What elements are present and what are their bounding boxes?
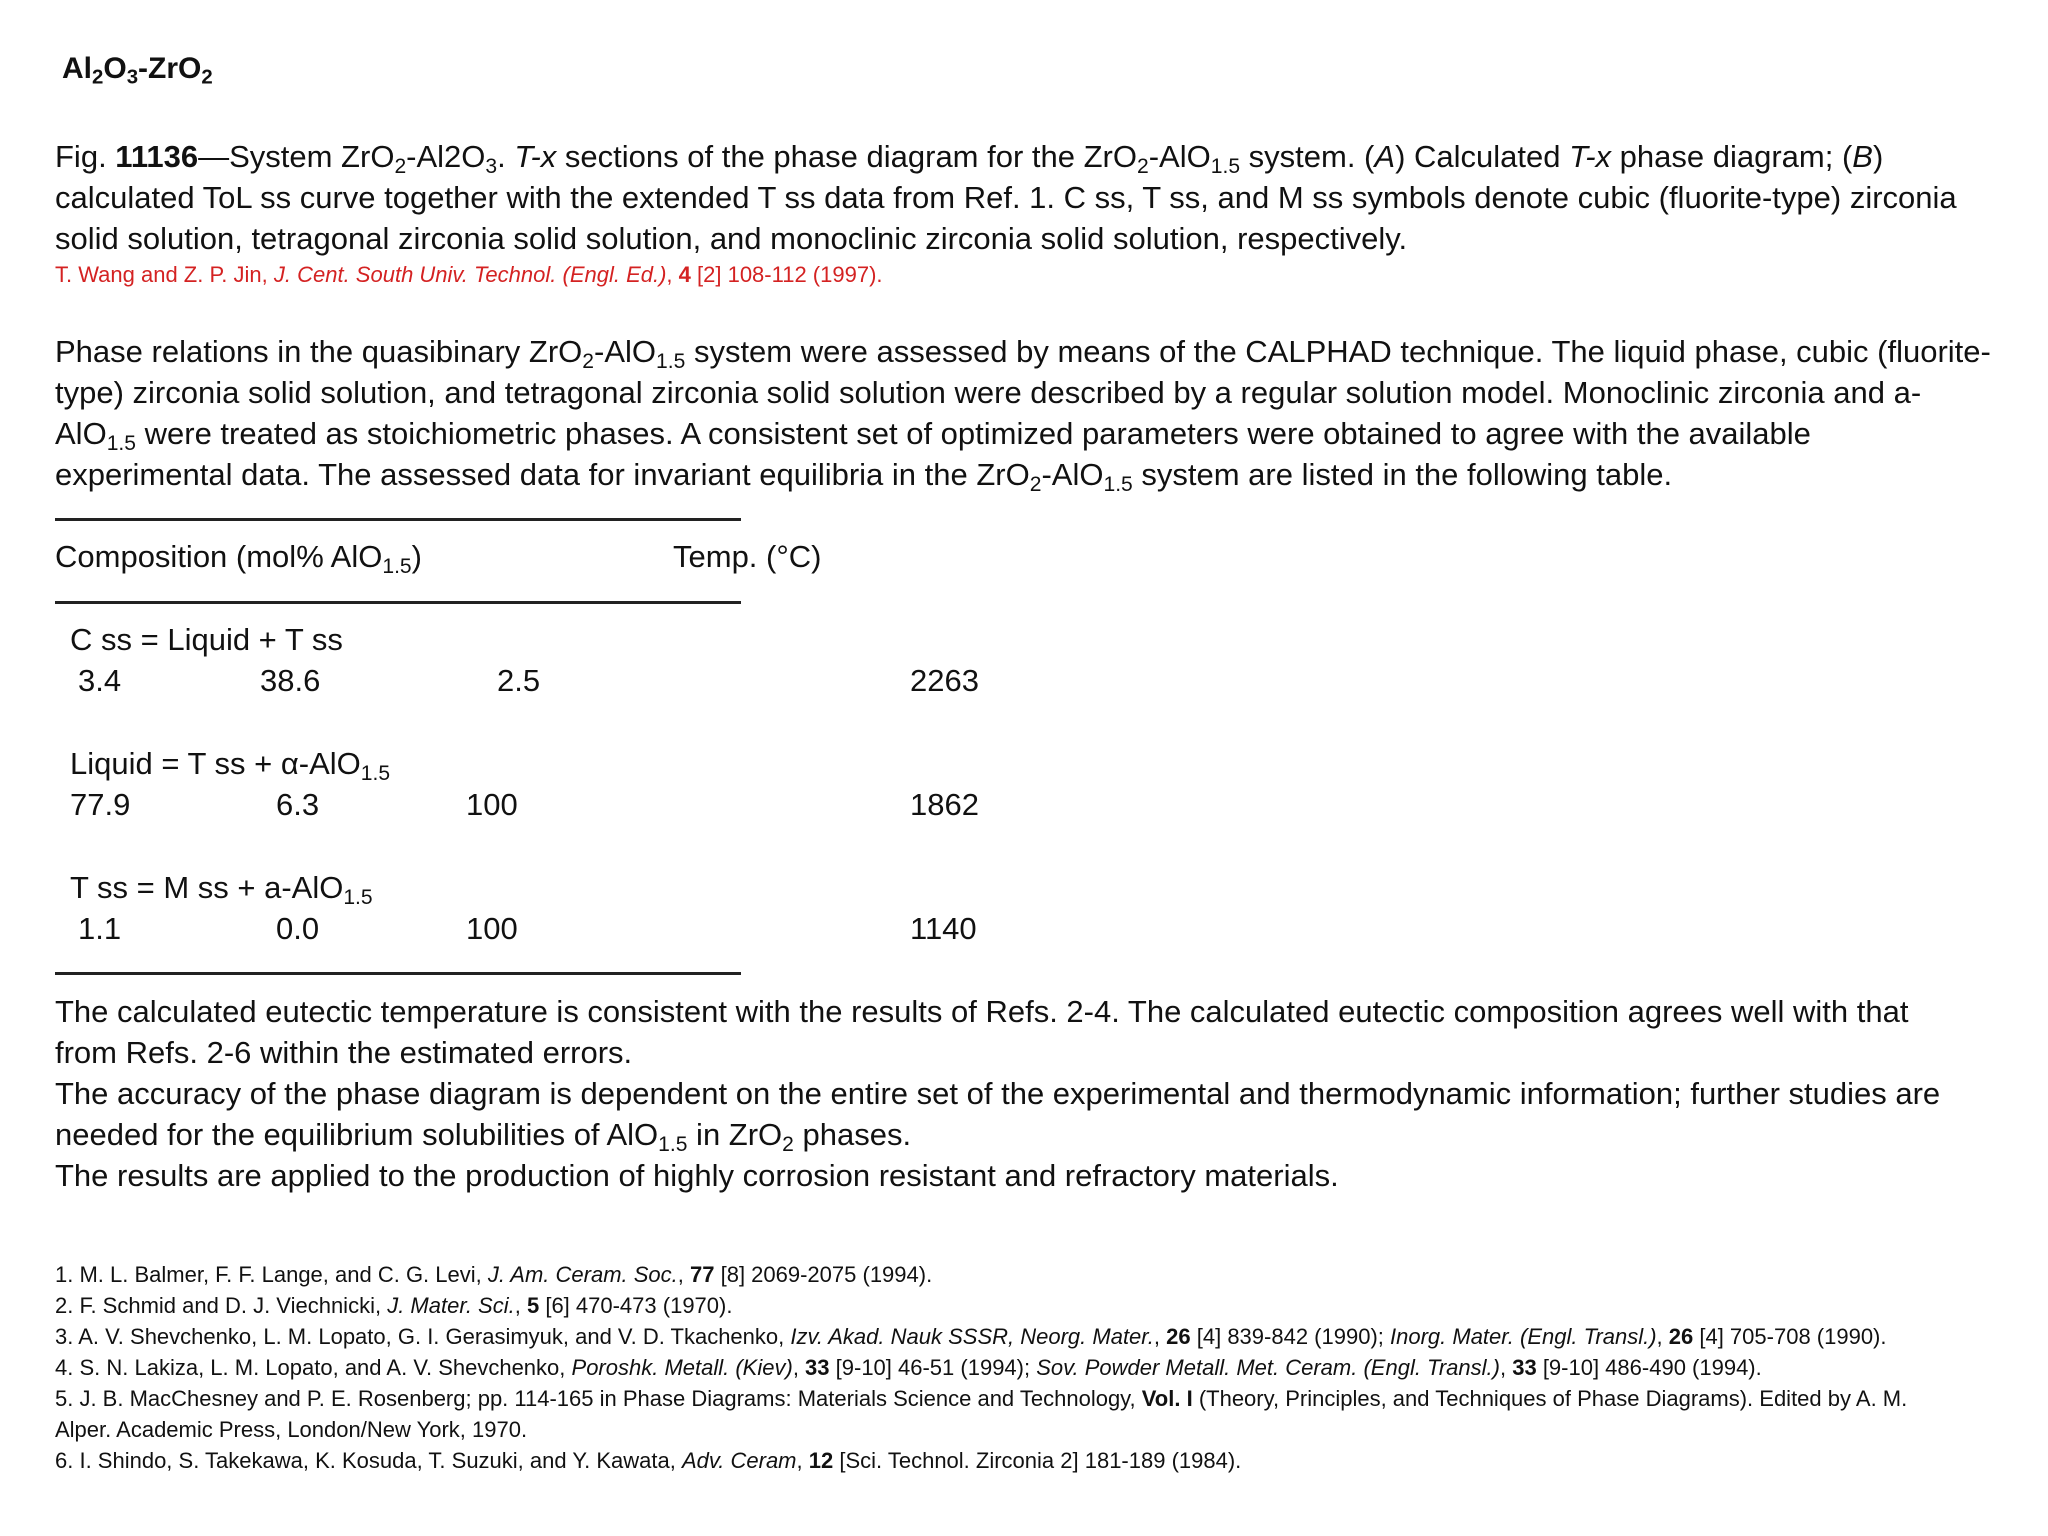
body-text: AlO bbox=[55, 416, 107, 451]
caption-line-3: solid solution, tetragonal zirconia solid solution, and monoclinic zirconia solid solution, respectively. bbox=[55, 221, 1408, 256]
closing-line-5: The results are applied to the production of highly corrosion resistant and refractory materials. bbox=[55, 1158, 1339, 1193]
reference-item bbox=[55, 1386, 1907, 1412]
ref-text: 1. M. L. Balmer, F. F. Lange, and C. G. Levi, bbox=[55, 1262, 488, 1287]
table-rule-mid bbox=[55, 601, 741, 604]
source-authors: T. Wang and Z. P. Jin, bbox=[55, 262, 274, 287]
body-line-3 bbox=[55, 416, 1811, 455]
ref-volume: 26 bbox=[1668, 1324, 1694, 1349]
ref-text: (Theory, Principles, and Techniques of Phase Diagrams). Edited by A. M. bbox=[1192, 1386, 1908, 1411]
ref-volume: Vol. I bbox=[1141, 1386, 1193, 1411]
ref-text: [6] 470-473 (1970). bbox=[539, 1293, 733, 1318]
ref-journal: Inorg. Mater. (Engl. Transl.) bbox=[1390, 1324, 1657, 1349]
composition-value: 6.3 bbox=[276, 787, 320, 822]
closing-line-2: from Refs. 2-6 within the estimated errors. bbox=[55, 1035, 633, 1070]
ref-journal: Izv. Akad. Nauk SSSR, Neorg. Mater. bbox=[790, 1324, 1154, 1349]
caption-text: . bbox=[497, 139, 515, 174]
body-text: system are listed in the following table. bbox=[1132, 457, 1673, 492]
caption-text: sections of the phase diagram for the ZrO bbox=[556, 139, 1137, 174]
body-sub: 1.5 bbox=[106, 431, 136, 455]
closing-sub: 2 bbox=[782, 1132, 794, 1156]
reference-item bbox=[55, 1448, 1241, 1474]
body-text: system were assessed by means of the CALPHAD technique. The liquid phase, cubic (fluorite- bbox=[685, 334, 1991, 369]
closing-line-1: The calculated eutectic temperature is consistent with the results of Refs. 2-4. The calculated eutectic composition agrees well with that bbox=[55, 994, 1909, 1029]
ref-sep: , bbox=[1499, 1355, 1513, 1380]
composition-value: 1.1 bbox=[78, 911, 122, 946]
ref-sep: , bbox=[677, 1262, 690, 1287]
composition-value: 3.4 bbox=[78, 663, 122, 698]
ref-sep: , bbox=[792, 1355, 806, 1380]
body-line-4 bbox=[55, 457, 1673, 496]
table-header-composition bbox=[55, 539, 422, 578]
caption-italic: T-x bbox=[514, 139, 557, 174]
ref-journal: J. Mater. Sci. bbox=[387, 1293, 515, 1318]
figure-number: 11136 bbox=[115, 139, 199, 174]
body-text: -AlO bbox=[594, 334, 657, 369]
table-header-temp: Temp. (°C) bbox=[673, 539, 822, 574]
ref-volume: 12 bbox=[808, 1448, 834, 1473]
reference-item bbox=[55, 1355, 1762, 1381]
caption-text: phase diagram; ( bbox=[1611, 139, 1853, 174]
caption-line-2: calculated ToL ss curve together with the extended T ss data from Ref. 1. C ss, T ss, and M ss symbols denote cubic (fluorite-type) zirconia bbox=[55, 180, 1957, 215]
table-rule-bottom bbox=[55, 972, 741, 975]
title-text: -ZrO bbox=[138, 52, 202, 85]
temperature-value: 2263 bbox=[910, 663, 979, 698]
reaction-equation bbox=[70, 622, 343, 658]
body-sub: 1.5 bbox=[656, 349, 686, 373]
composition-value: 100 bbox=[466, 787, 518, 822]
temperature-value: 1140 bbox=[910, 911, 977, 946]
caption-text: ) Calculated bbox=[1395, 139, 1570, 174]
ref-text: [9-10] 486-490 (1994). bbox=[1536, 1355, 1762, 1380]
body-text: experimental data. The assessed data for invariant equilibria in the ZrO bbox=[55, 457, 1030, 492]
composition-value: 0.0 bbox=[276, 911, 320, 946]
ref-journal: Poroshk. Metall. (Kiev) bbox=[571, 1355, 793, 1380]
ref-volume: 26 bbox=[1166, 1324, 1191, 1349]
ref-journal: J. Am. Ceram. Soc. bbox=[487, 1262, 678, 1287]
closing-text: phases. bbox=[793, 1117, 912, 1152]
caption-text: —System ZrO bbox=[198, 139, 395, 174]
source-volume: 4 bbox=[678, 262, 691, 287]
caption-italic: A bbox=[1374, 139, 1396, 174]
ref-journal: Sov. Powder Metall. Met. Ceram. (Engl. Transl.) bbox=[1036, 1355, 1500, 1380]
composition-value: 100 bbox=[466, 911, 518, 946]
body-text: were treated as stoichiometric phases. A consistent set of optimized parameters were obtained to agree with the available bbox=[136, 416, 1811, 451]
closing-text: in ZrO bbox=[687, 1117, 783, 1152]
caption-sub: 2 bbox=[1137, 154, 1149, 178]
reaction-sub: 1.5 bbox=[343, 885, 373, 909]
reaction-sub: 1.5 bbox=[360, 761, 391, 785]
caption-text: ) bbox=[1872, 139, 1884, 174]
header-text: Composition (mol% AlO bbox=[55, 539, 383, 574]
reaction-equation bbox=[70, 746, 391, 785]
title-sub: 2 bbox=[201, 66, 213, 89]
ref-text: [9-10] 46-51 (1994); bbox=[829, 1355, 1037, 1380]
page-title bbox=[62, 52, 213, 89]
body-text: Phase relations in the quasibinary ZrO bbox=[55, 334, 583, 369]
ref-journal: Adv. Ceram bbox=[682, 1448, 797, 1473]
caption-sub: 2 bbox=[394, 154, 407, 178]
caption-fig-prefix: Fig. bbox=[55, 139, 116, 174]
composition-value: 38.6 bbox=[260, 663, 321, 698]
reference-item bbox=[55, 1262, 932, 1288]
caption-sub: 1.5 bbox=[1210, 154, 1241, 178]
caption-text: system. ( bbox=[1240, 139, 1375, 174]
ref-sep: , bbox=[514, 1293, 527, 1318]
reference-item bbox=[55, 1324, 1887, 1350]
ref-text: 5. J. B. MacChesney and P. E. Rosenberg; pp. 114-165 in Phase Diagrams: Materials Science and Technology, bbox=[55, 1386, 1142, 1411]
ref-text: [Sci. Technol. Zirconia 2] 181-189 (1984). bbox=[833, 1448, 1242, 1473]
header-text: ) bbox=[411, 539, 422, 574]
caption-italic: B bbox=[1852, 139, 1873, 174]
ref-text: [8] 2069-2075 (1994). bbox=[714, 1262, 933, 1287]
ref-text: 4. S. N. Lakiza, L. M. Lopato, and A. V. Shevchenko, bbox=[55, 1355, 572, 1380]
caption-text: -Al2O bbox=[406, 139, 486, 174]
source-journal: J. Cent. South Univ. Technol. (Engl. Ed.) bbox=[273, 262, 667, 287]
ref-text: [4] 839-842 (1990); bbox=[1190, 1324, 1390, 1349]
closing-text: needed for the equilibrium solubilities of AlO bbox=[55, 1117, 659, 1152]
ref-text: 2. F. Schmid and D. J. Viechnicki, bbox=[55, 1293, 388, 1318]
closing-sub: 1.5 bbox=[658, 1132, 688, 1156]
caption-line-1 bbox=[55, 136, 1883, 177]
body-sub: 2 bbox=[582, 349, 595, 373]
table-rule-top bbox=[55, 518, 741, 521]
caption-sub: 3 bbox=[485, 154, 498, 178]
caption-italic: T-x bbox=[1569, 139, 1612, 174]
composition-value: 2.5 bbox=[497, 663, 541, 698]
reaction-text: T ss = M ss + a-AlO bbox=[70, 870, 344, 905]
ref-sep: , bbox=[1656, 1324, 1669, 1349]
reaction-text: C ss = Liquid + T ss bbox=[70, 622, 343, 657]
title-sub: 2 bbox=[92, 66, 104, 89]
temperature-value: 1862 bbox=[910, 787, 979, 822]
header-sub: 1.5 bbox=[382, 554, 412, 578]
composition-value: 77.9 bbox=[70, 787, 131, 822]
ref-sep: , bbox=[1153, 1324, 1167, 1349]
ref-text: 3. A. V. Shevchenko, L. M. Lopato, G. I. Gerasimyuk, and V. D. Tkachenko, bbox=[55, 1324, 791, 1349]
title-sub: 3 bbox=[126, 66, 139, 89]
ref-volume: 33 bbox=[1512, 1355, 1537, 1380]
source-rest: [2] 108-112 (1997). bbox=[690, 262, 883, 287]
closing-line-3: The accuracy of the phase diagram is dependent on the entire set of the experimental and thermodynamic information; further studies are bbox=[55, 1076, 1941, 1111]
title-text: Al bbox=[62, 52, 92, 85]
ref-text: 6. I. Shindo, S. Takekawa, K. Kosuda, T. Suzuki, and Y. Kawata, bbox=[55, 1448, 682, 1473]
ref-sep: , bbox=[796, 1448, 809, 1473]
body-line-1 bbox=[55, 334, 1991, 373]
caption-text: -AlO bbox=[1148, 139, 1211, 174]
body-line-2: type) zirconia solid solution, and tetragonal zirconia solid solution were described by a regular solution model. Monoclinic zirconia and a- bbox=[55, 375, 1922, 410]
reaction-text: Liquid = T ss + α-AlO bbox=[70, 746, 361, 781]
body-text: -AlO bbox=[1041, 457, 1104, 492]
body-sub: 2 bbox=[1029, 472, 1042, 496]
source-reference bbox=[55, 262, 883, 288]
ref-volume: 77 bbox=[690, 1262, 715, 1287]
body-sub: 1.5 bbox=[1103, 472, 1133, 496]
reference-item bbox=[55, 1293, 732, 1319]
ref-volume: 33 bbox=[805, 1355, 830, 1380]
reaction-equation bbox=[70, 870, 373, 909]
closing-line-4 bbox=[55, 1117, 912, 1156]
ref-text: [4] 705-708 (1990). bbox=[1693, 1324, 1887, 1349]
reference-item-continued: Alper. Academic Press, London/New York, 1970. bbox=[55, 1417, 528, 1442]
ref-volume: 5 bbox=[526, 1293, 540, 1318]
title-text: O bbox=[103, 52, 127, 85]
source-sep: , bbox=[666, 262, 679, 287]
